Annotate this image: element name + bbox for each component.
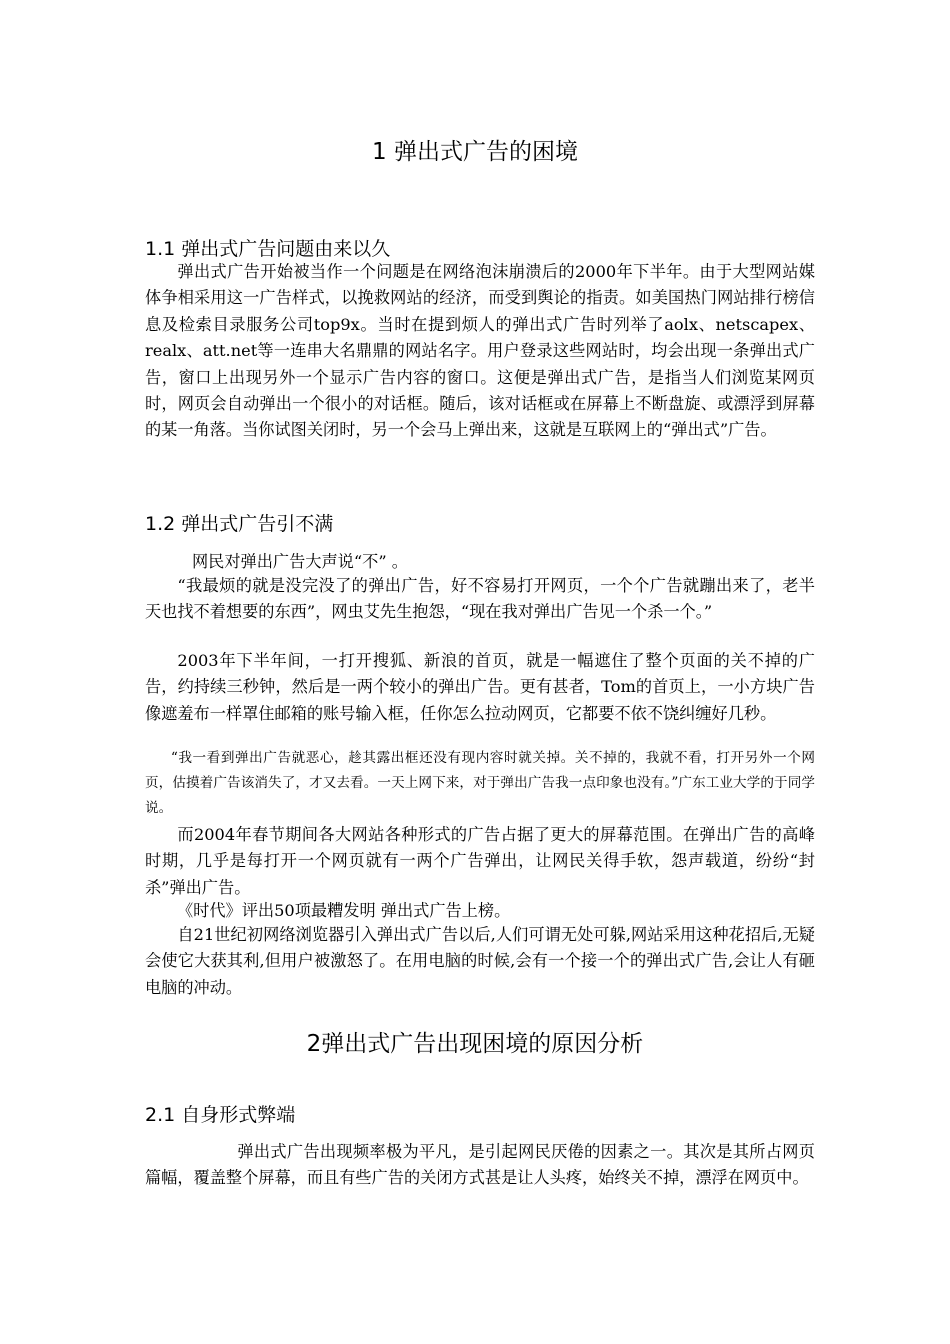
chapter-2-title: 2弹出式广告出现困境的原因分析 bbox=[306, 1031, 644, 1057]
paragraph-time-worst-inventions: 《时代》评出50项最糟发明 弹出式广告上榜。 bbox=[177, 901, 511, 920]
paragraph-popup-origin: 弹出式广告开始被当作一个问题是在网络泡沫崩溃后的2000年下半年。由于大型网站媒体争相采用这一广告样式，以挽救网站的经济，而受到舆论的指责。如美国热门网站排行榜信息及检索目录服务公司top9x。当时在提到烦人的弹出式广告时列举了aolx、netscapex、realx、att.net等一连串大名鼎鼎的网站名字。用户登录这些网站时，均会出现一条弹出式广告，窗口上出现另外一个显示广告内容的窗口。这便是弹出式广告，是指当人们浏览某网页时，网页会自动弹出一个很小的对话框。随后，该对话框或在屏幕上不断盘旋、或漂浮到屏幕的某一角落。当你试图关闭时，另一个会马上弹出来，这就是互联网上的“弹出式”广告。 bbox=[145, 262, 815, 440]
paragraph-student-quote: “我一看到弹出广告就恶心，趁其露出框还没有现内容时就关掉。关不掉的，我就不看，打开另外一个网页，估摸着广告该消失了，才又去看。一天上网下来，对于弹出广告我一点印象也没有。”广东工业大学的于同学说。 bbox=[145, 750, 815, 816]
paragraph-sohu-sina: 2003年下半年间，一打开搜狐、新浪的首页，就是一幅遮住了整个页面的关不掉的广告，约持续三秒钟，然后是一两个较小的弹出广告。更有甚者，Tom的首页上，一小方块广告像遮羞布一样罩住邮箱的账号输入框，任你怎么拉动网页，它都要不依不饶纠缠好几秒。 bbox=[145, 651, 815, 723]
paragraph-spring-festival: 而2004年春节期间各大网站各种形式的广告占据了更大的屏幕范围。在弹出广告的高峰时期，几乎是每打开一个网页就有一两个广告弹出，让网民关得手软，怨声载道，纷纷“封杀”弹出广告。 bbox=[145, 825, 815, 897]
paragraph-form-drawbacks: 弹出式广告出现频率极为平凡，是引起网民厌倦的因素之一。其次是其所占网页篇幅，覆盖整个屏幕，而且有些广告的关闭方式甚是让人头疼，始终关不掉，漂浮在网页中。 bbox=[145, 1142, 815, 1188]
section-1-2-heading: 1.2 弹出式广告引不满 bbox=[145, 513, 334, 535]
section-1-1-heading: 1.1 弹出式广告问题由来以久 bbox=[145, 238, 391, 260]
paragraph-netizens-say-no: 网民对弹出广告大声说“不” 。 bbox=[192, 552, 408, 571]
section-2-1-heading: 2.1 自身形式弊端 bbox=[145, 1104, 296, 1126]
paragraph-quote-ai: “我最烦的就是没完没了的弹出广告，好不容易打开网页，一个个广告就蹦出来了，老半天也找不着想要的东西”，网虫艾先生抱怨，“现在我对弹出广告见一个杀一个。” bbox=[145, 576, 815, 622]
chapter-1-title: 1 弹出式广告的困境 bbox=[372, 139, 578, 165]
paragraph-browser-popups: 自21世纪初网络浏览器引入弹出式广告以后,人们可谓无处可躲,网站采用这种花招后,无疑会使它大获其利,但用户被激怒了。在用电脑的时候,会有一个接一个的弹出式广告,会让人有砸电脑的冲动。 bbox=[145, 925, 815, 997]
